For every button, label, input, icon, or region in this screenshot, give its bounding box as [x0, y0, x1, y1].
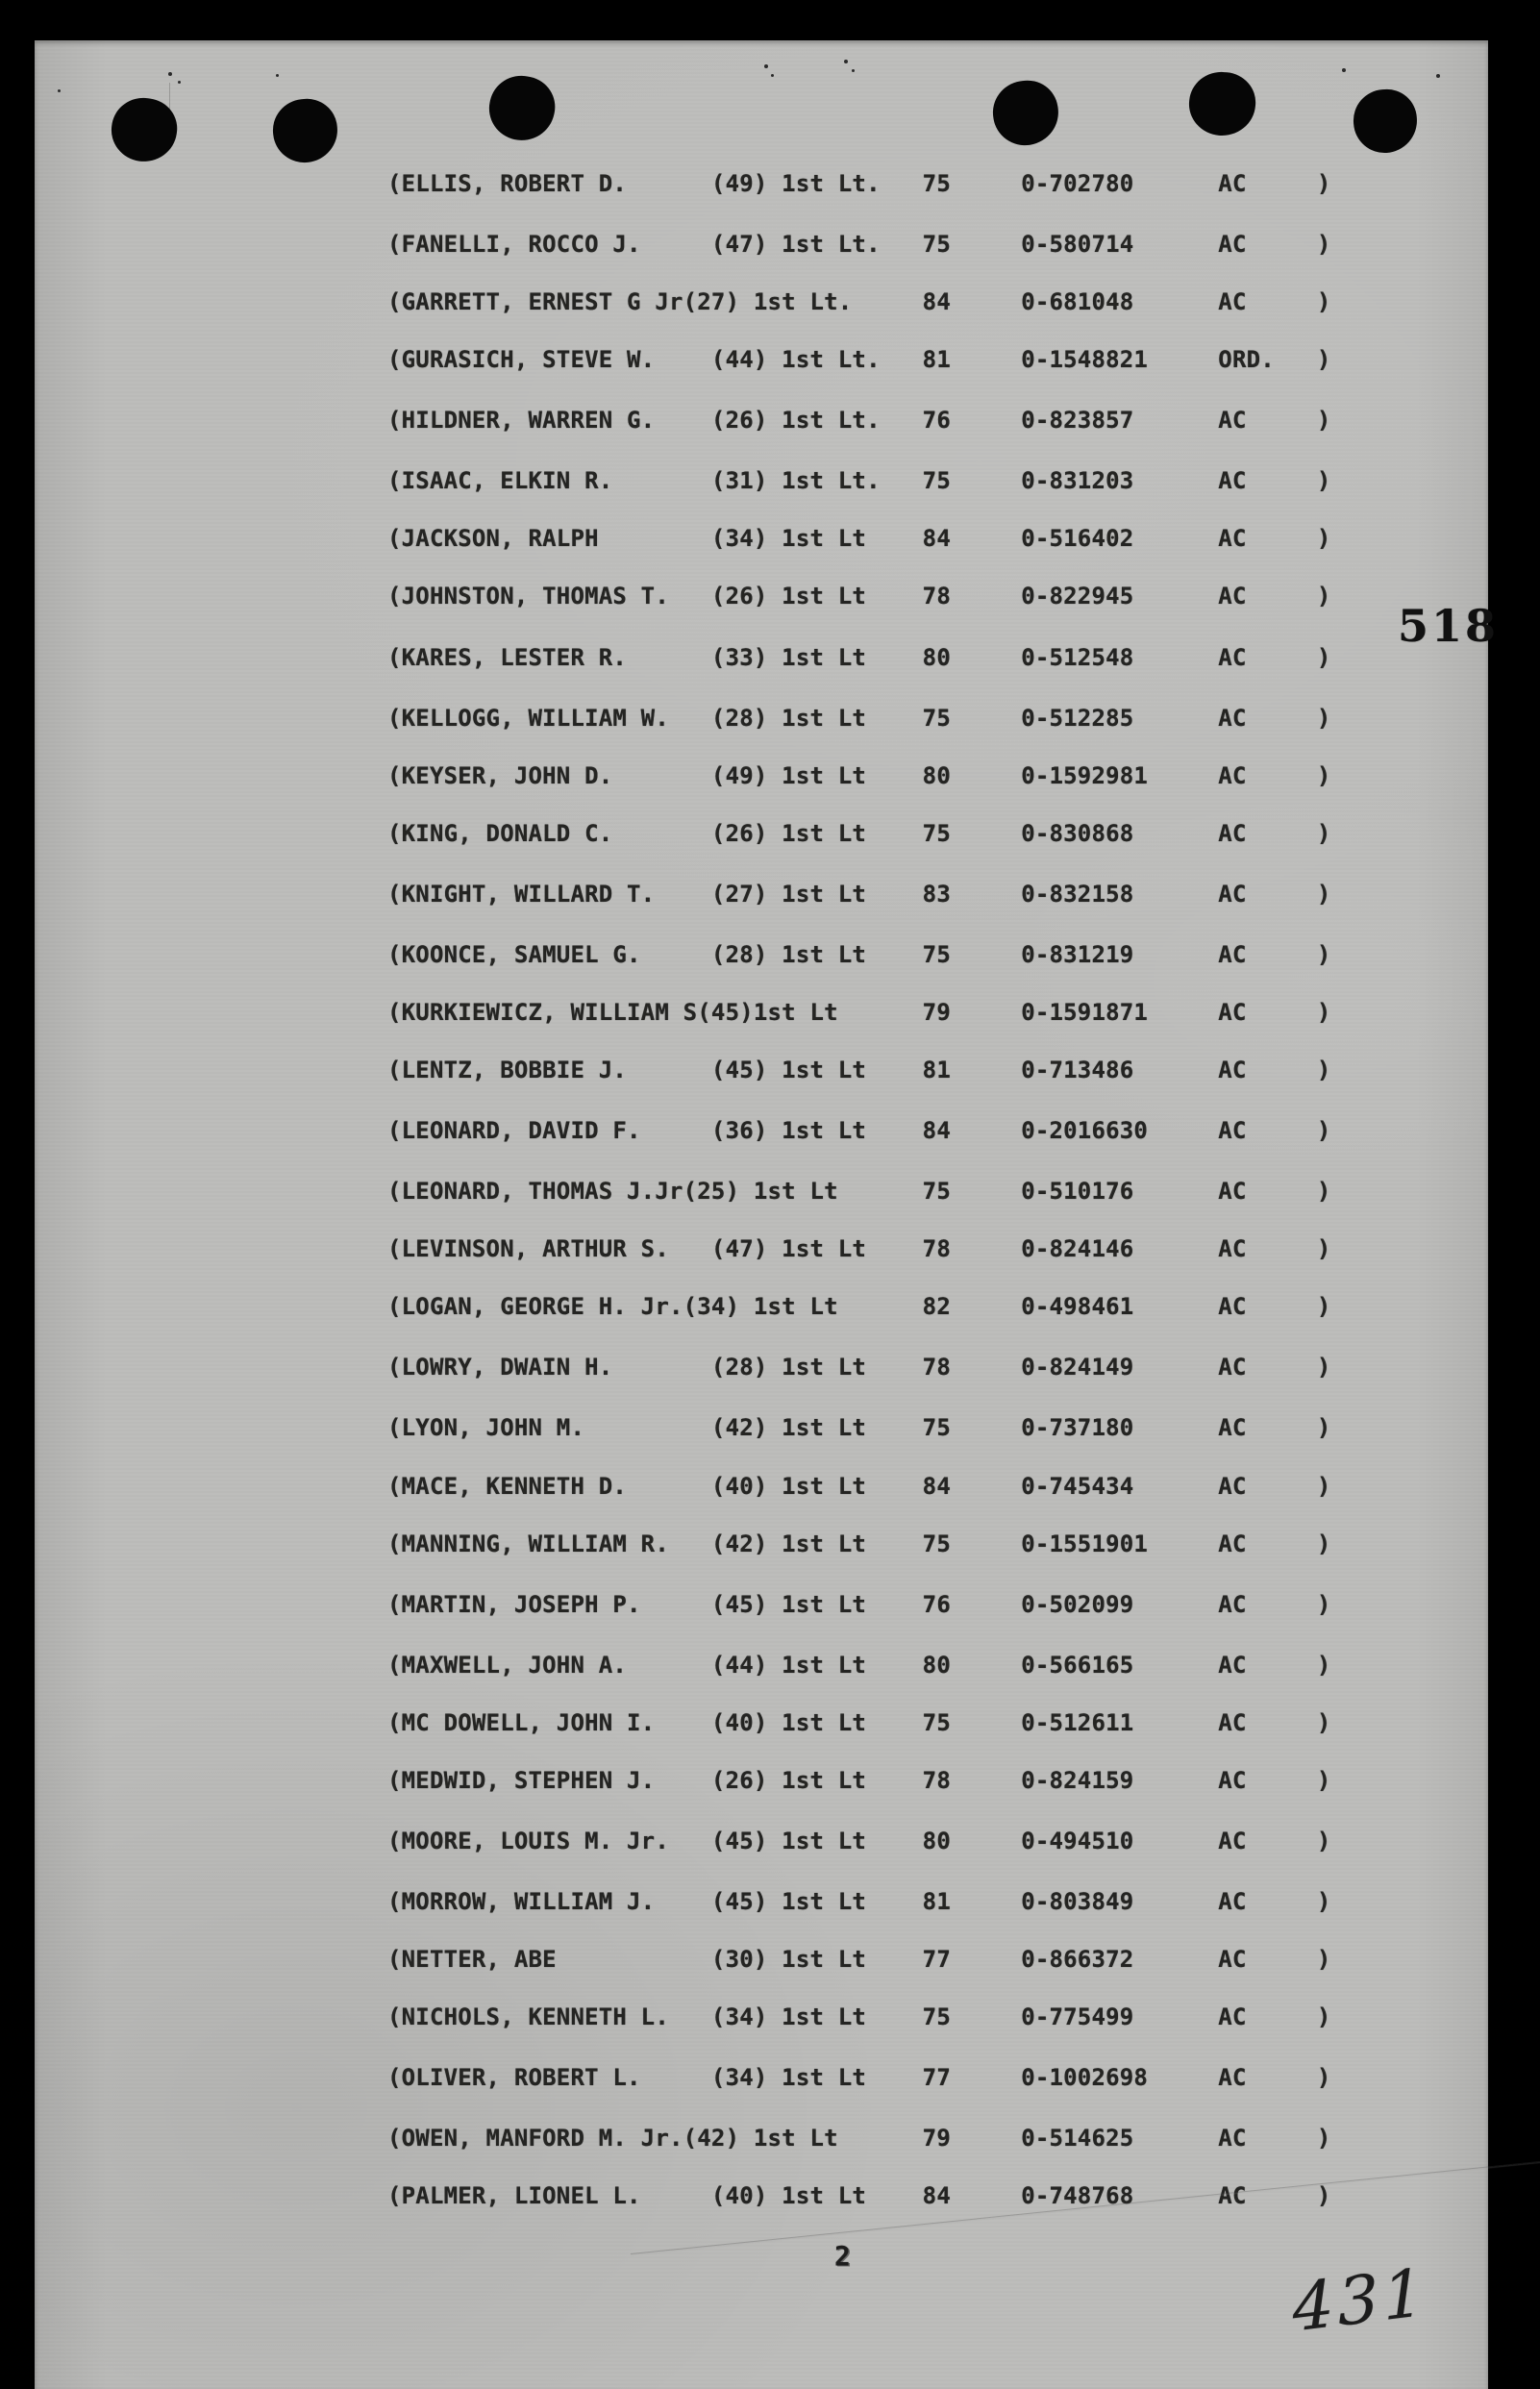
scan-speck [844, 60, 848, 63]
roster-row: (OLIVER, ROBERT L. (34) 1st Lt 77 0-1002698 AC ) [387, 2064, 1331, 2092]
stamp-number: 518 [1398, 600, 1500, 652]
scan-speck [58, 89, 61, 92]
scan-speck [764, 64, 768, 68]
roster-row: (PALMER, LIONEL L. (40) 1st Lt 84 0-748768 AC ) [387, 2182, 1331, 2210]
scan-speck [1436, 74, 1440, 78]
roster-row: (LEVINSON, ARTHUR S. (47) 1st Lt 78 0-824146 AC ) [387, 1235, 1331, 1263]
roster-row: (MEDWID, STEPHEN J. (26) 1st Lt 78 0-824159 AC ) [387, 1766, 1331, 1794]
roster-row: (KNIGHT, WILLARD T. (27) 1st Lt 83 0-832158 AC ) [387, 880, 1331, 908]
roster-row: (LOWRY, DWAIN H. (28) 1st Lt 78 0-824149 AC ) [387, 1354, 1331, 1381]
roster-row: (KOONCE, SAMUEL G. (28) 1st Lt 75 0-831219 AC ) [387, 940, 1331, 968]
scan-speck [276, 74, 279, 77]
scan-speck [1342, 68, 1346, 72]
roster-row: (HILDNER, WARREN G. (26) 1st Lt. 76 0-823857 AC ) [387, 407, 1331, 435]
roster-row: (ISAAC, ELKIN R. (31) 1st Lt. 75 0-831203 AC ) [387, 467, 1331, 495]
roster-row: (FANELLI, ROCCO J. (47) 1st Lt. 75 0-580714 AC ) [387, 231, 1331, 259]
roster-row: (MC DOWELL, JOHN I. (40) 1st Lt 75 0-512611 AC ) [387, 1708, 1331, 1736]
roster-row: (ELLIS, ROBERT D. (49) 1st Lt. 75 0-702780 AC ) [387, 170, 1331, 197]
roster-row: (LYON, JOHN M. (42) 1st Lt 75 0-737180 AC ) [387, 1414, 1331, 1442]
scan-speck [168, 72, 172, 76]
roster-row: (MORROW, WILLIAM J. (45) 1st Lt 81 0-803849 AC ) [387, 1888, 1331, 1916]
roster-row: (NETTER, ABE (30) 1st Lt 77 0-866372 AC ) [387, 1946, 1331, 1974]
roster-row: (LEONARD, DAVID F. (36) 1st Lt 84 0-2016630 AC ) [387, 1117, 1331, 1145]
scan-speck [178, 81, 181, 84]
roster-row: (LENTZ, BOBBIE J. (45) 1st Lt 81 0-713486 AC ) [387, 1057, 1331, 1084]
scan-speck [771, 74, 774, 77]
roster-row: (LEONARD, THOMAS J.Jr(25) 1st Lt 75 0-510176 AC ) [387, 1178, 1331, 1206]
roster-row: (OWEN, MANFORD M. Jr.(42) 1st Lt 79 0-514625 AC ) [387, 2125, 1331, 2153]
roster-row: (GURASICH, STEVE W. (44) 1st Lt. 81 0-1548821 ORD. ) [387, 346, 1331, 374]
roster-row: (LOGAN, GEORGE H. Jr.(34) 1st Lt 82 0-498461 AC ) [387, 1293, 1331, 1321]
roster-row: (KELLOGG, WILLIAM W. (28) 1st Lt 75 0-512285 AC ) [387, 704, 1331, 732]
roster-row: (KURKIEWICZ, WILLIAM S(45)1st Lt 79 0-1591871 AC ) [387, 998, 1331, 1026]
roster-row: (KARES, LESTER R. (33) 1st Lt 80 0-512548 AC ) [387, 643, 1331, 671]
roster-row: (JACKSON, RALPH (34) 1st Lt 84 0-516402 AC ) [387, 525, 1331, 553]
roster-row: (GARRETT, ERNEST G Jr(27) 1st Lt. 84 0-681048 AC ) [387, 288, 1331, 316]
page-number: 2 [834, 2240, 851, 2272]
roster-row: (NICHOLS, KENNETH L. (34) 1st Lt 75 0-775499 AC ) [387, 2003, 1331, 2031]
roster-row: (MACE, KENNETH D. (40) 1st Lt 84 0-745434 AC ) [387, 1472, 1331, 1500]
roster-row: (MOORE, LOUIS M. Jr. (45) 1st Lt 80 0-494510 AC ) [387, 1827, 1331, 1854]
roster-row: (MARTIN, JOSEPH P. (45) 1st Lt 76 0-502099 AC ) [387, 1590, 1331, 1618]
document-page [35, 40, 1500, 2389]
roster-row: (KING, DONALD C. (26) 1st Lt 75 0-830868 AC ) [387, 819, 1331, 847]
roster-row: (MAXWELL, JOHN A. (44) 1st Lt 80 0-566165 AC ) [387, 1651, 1331, 1679]
scan-speck [852, 69, 855, 72]
roster-row: (MANNING, WILLIAM R. (42) 1st Lt 75 0-1551901 AC ) [387, 1530, 1331, 1557]
roster-row: (JOHNSTON, THOMAS T. (26) 1st Lt 78 0-822945 AC ) [387, 583, 1331, 610]
roster-row: (KEYSER, JOHN D. (49) 1st Lt 80 0-1592981 AC ) [387, 761, 1331, 789]
handwritten-number: 431 [1290, 2254, 1430, 2348]
